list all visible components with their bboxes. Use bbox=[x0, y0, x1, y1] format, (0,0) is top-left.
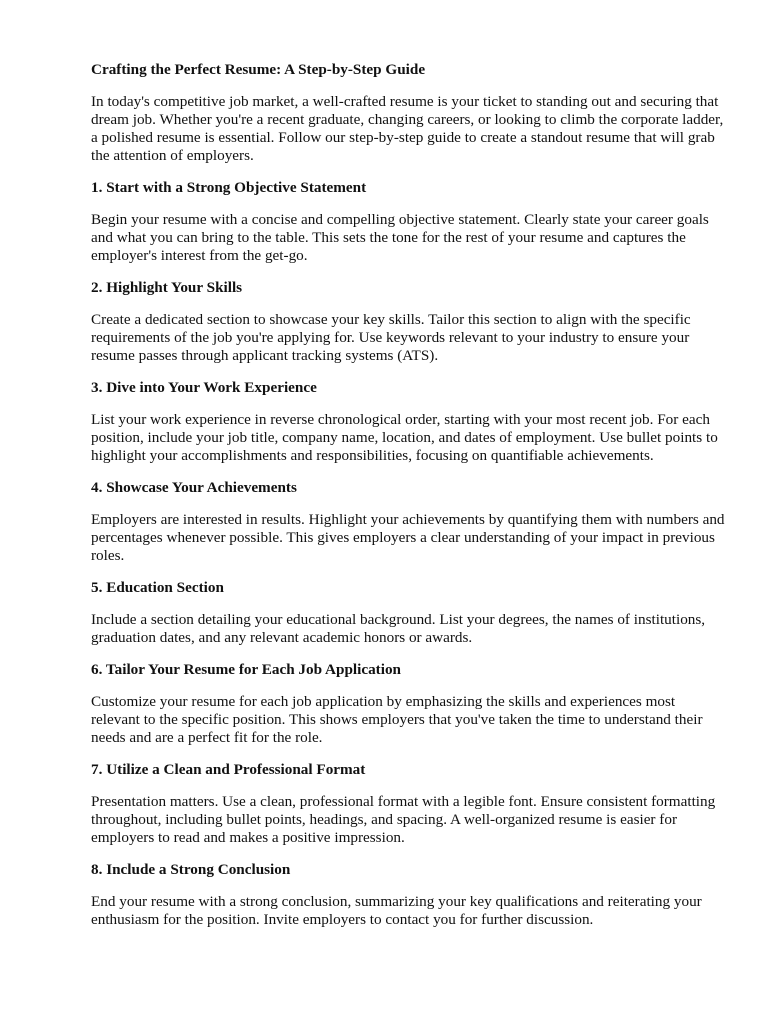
intro-paragraph: In today's competitive job market, a well-crafted resume is your ticket to standing out and securing that dream job. Whether you're a recent graduate, changing careers, or looking to climb the corporate ladder, a polished resume is essential. Follow our step-by-step guide to create a standout resume that will grab the attention of employers. bbox=[91, 93, 724, 164]
section-body-format: Presentation matters. Use a clean, professional format with a legible font. Ensure consistent formatting throughout, including bullet points, headings, and spacing. A well-organized resume is easier for employers to read and makes a positive impression. bbox=[91, 793, 716, 846]
section-body-skills: Create a dedicated section to showcase your key skills. Tailor this section to align with the specific requirements of the job you're applying for. Use keywords relevant to your industry to ensure your resume passes through applicant tracking systems (ATS). bbox=[91, 311, 691, 364]
section-heading-format: 7. Utilize a Clean and Professional Format bbox=[91, 761, 366, 778]
section-body-work-experience: List your work experience in reverse chronological order, starting with your most recent job. For each position, include your job title, company name, location, and dates of employment. Use bullet points to highlight your accomplishments and responsibilities, focusing on quantifiable achievements. bbox=[91, 411, 718, 464]
section-heading-conclusion: 8. Include a Strong Conclusion bbox=[91, 861, 291, 878]
section-heading-work-experience: 3. Dive into Your Work Experience bbox=[91, 379, 317, 396]
section-heading-objective: 1. Start with a Strong Objective Statement bbox=[91, 179, 367, 196]
section-body-tailor-resume: Customize your resume for each job application by emphasizing the skills and experiences most relevant to the specific position. This shows employers that you've taken the time to understand their needs and are a perfect fit for the role. bbox=[91, 693, 703, 746]
document-content bbox=[91, 61, 727, 929]
section-heading-achievements: 4. Showcase Your Achievements bbox=[91, 479, 297, 496]
section-body-education: Include a section detailing your educational background. List your degrees, the names of institutions, graduation dates, and any relevant academic honors or awards. bbox=[91, 611, 706, 646]
document-title: Crafting the Perfect Resume: A Step-by-Step Guide bbox=[91, 61, 426, 78]
section-body-achievements: Employers are interested in results. Highlight your achievements by quantifying them with numbers and percentages whenever possible. This gives employers a clear understanding of your impact in previous roles. bbox=[91, 511, 725, 564]
section-body-conclusion: End your resume with a strong conclusion, summarizing your key qualifications and reiterating your enthusiasm for the position. Invite employers to contact you for further discussion. bbox=[91, 893, 702, 928]
section-heading-education: 5. Education Section bbox=[91, 579, 224, 596]
section-heading-skills: 2. Highlight Your Skills bbox=[91, 279, 243, 296]
section-body-objective: Begin your resume with a concise and compelling objective statement. Clearly state your career goals and what you can bring to the table. This sets the tone for the rest of your resume and captures the employer's interest from the get-go. bbox=[91, 211, 709, 264]
section-heading-tailor-resume: 6. Tailor Your Resume for Each Job Application bbox=[91, 661, 401, 678]
